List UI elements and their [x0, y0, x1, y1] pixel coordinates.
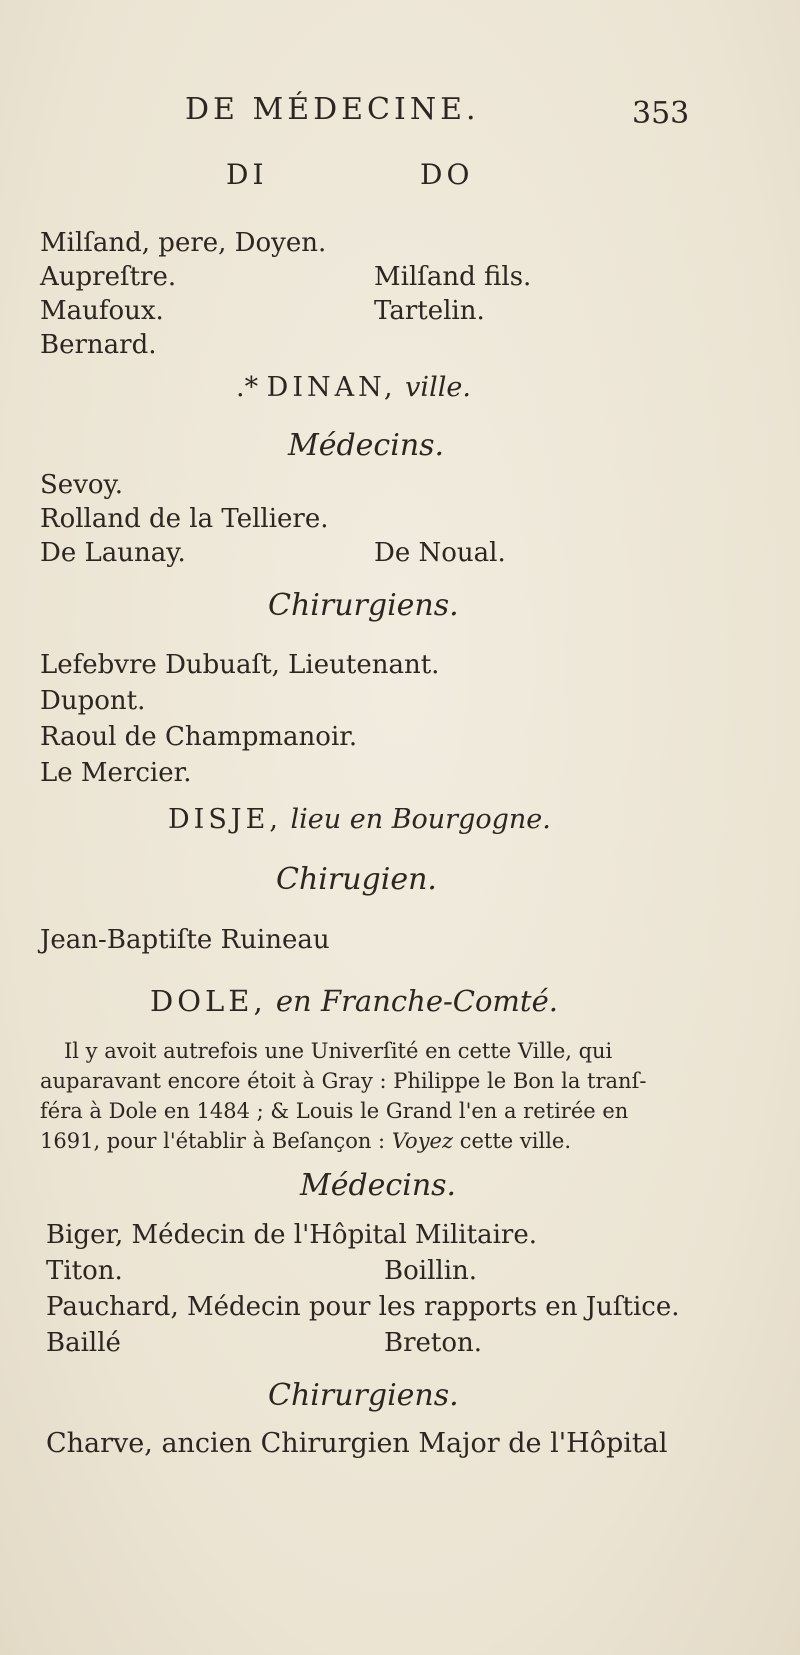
- page-number: 353: [632, 96, 690, 131]
- note-text: 1691, pour l'établir à Beſançon :: [40, 1129, 392, 1153]
- entry-aupreftre: Aupreſtre.: [40, 262, 177, 292]
- index-letters-right: DO: [420, 158, 474, 191]
- entry-raoul: Raoul de Champmanoir.: [40, 722, 358, 752]
- entry-pauchard: Pauchard, Médecin pour les rapports en Juſtice.: [46, 1292, 680, 1322]
- note-line: auparavant encore étoit à Gray : Philippe le Bon la tranſ-: [40, 1069, 647, 1093]
- section-title-disje: [168, 804, 551, 835]
- note-line: [40, 1126, 720, 1156]
- entry-maufoux: Maufoux.: [40, 296, 164, 326]
- heading-chirurgiens-dinan: Chirurgiens.: [268, 588, 459, 623]
- running-title: DE MÉDECINE.: [185, 92, 480, 127]
- asterisk-marker: .*: [236, 372, 267, 403]
- heading-chirugien-disje: Chirugien.: [276, 862, 437, 897]
- section-title-dinan: [236, 372, 471, 403]
- entry-bernard: Bernard.: [40, 330, 157, 360]
- heading-medecins-dinan: Médecins.: [288, 428, 445, 463]
- note-line: Il y avoit autrefois une Univerſité en cette Ville, qui: [64, 1039, 613, 1063]
- entry-milsand-doyen: Milſand, pere, Doyen.: [40, 228, 327, 258]
- entry-noual: De Noual.: [374, 538, 506, 568]
- note-voyez: Voyez: [391, 1129, 454, 1153]
- note-end: cette ville.: [453, 1129, 572, 1153]
- entry-breton: Breton.: [384, 1328, 483, 1358]
- index-letters-left: DI: [226, 158, 268, 191]
- entry-milsand-fils: Milſand fils.: [374, 262, 532, 292]
- historical-note: [40, 1036, 720, 1156]
- city-qualifier: ville.: [396, 372, 471, 403]
- entry-dupont: Dupont.: [40, 686, 146, 716]
- entry-boillin: Boillin.: [384, 1256, 478, 1286]
- entry-biger: Biger, Médecin de l'Hôpital Militaire.: [46, 1220, 537, 1250]
- entry-ruineau: Jean-Baptiſte Ruineau: [40, 925, 330, 955]
- place-qualifier: lieu en Bourgogne.: [281, 804, 551, 835]
- entry-tartelin: Tartelin.: [374, 296, 485, 326]
- entry-launay: De Launay.: [40, 538, 186, 568]
- city-name: DINAN,: [266, 372, 397, 403]
- place-name: DISJE,: [168, 804, 282, 835]
- entry-lefebvre: Lefebvre Dubuaſt, Lieutenant.: [40, 650, 440, 680]
- entry-rolland: Rolland de la Telliere.: [40, 504, 329, 534]
- section-title-dole: [150, 984, 558, 1018]
- entry-mercier: Le Mercier.: [40, 758, 192, 788]
- heading-medecins-dole: Médecins.: [300, 1168, 457, 1203]
- note-line: féra à Dole en 1484 ; & Louis le Grand l'en a retirée en: [40, 1099, 629, 1123]
- city-qualifier: en Franche-Comté.: [266, 984, 558, 1018]
- heading-chirurgiens-dole: Chirurgiens.: [268, 1378, 459, 1413]
- entry-sevoy: Sevoy.: [40, 470, 124, 500]
- city-name: DOLE,: [150, 984, 267, 1018]
- entry-charve: Charve, ancien Chirurgien Major de l'Hôpital: [46, 1428, 668, 1459]
- entry-baille: Baillé: [46, 1328, 121, 1358]
- entry-titon: Titon.: [46, 1256, 123, 1286]
